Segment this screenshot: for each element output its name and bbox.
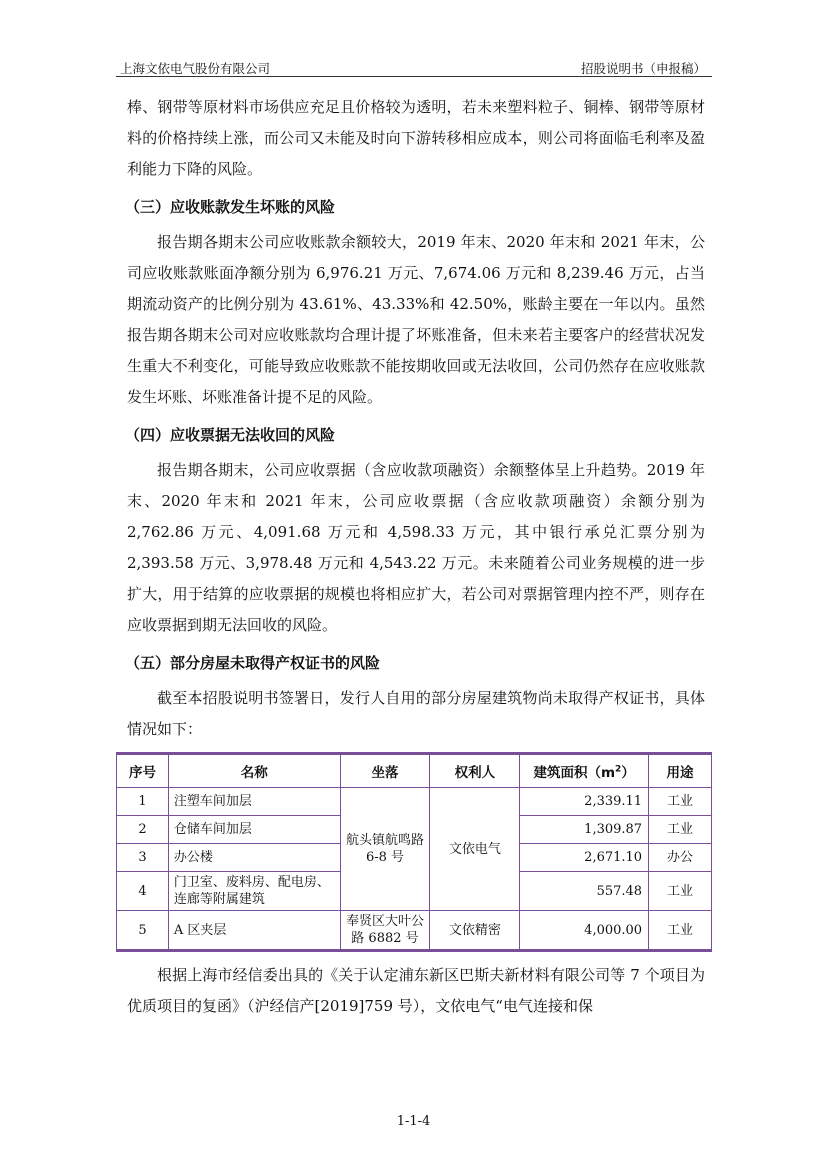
table-row: 2 仓储车间加层 1,309.87 工业 (117, 816, 712, 844)
page-number: 1-1-4 (396, 1114, 431, 1129)
section-5-body: 截至本招股说明书签署日，发行人自用的部分房屋建筑物尚未取得产权证书，具体情况如下： (127, 689, 705, 738)
intro-paragraph: 棒、钢带等原材料市场供应充足且价格较为透明，若未来塑料粒子、铜棒、钢带等原材料的价格持续上涨，而公司又未能及时向下游转移相应成本，则公司将面临毛利率及盈利能力下降的风险。 (127, 98, 705, 178)
page-header (116, 56, 712, 77)
th-location: 坐落 (340, 754, 430, 788)
section-4-body: 报告期各期末，公司应收票据（含应收款项融资）余额整体呈上升趋势。2019 年末、2020 年末和 2021 年末，公司应收票据（含应收款项融资）余额分别为 2,762.86 万元、4,091.68 万元和 4,598.33 万元，其中银行承兑汇票分别为 2,393.58 万元、3,978.48 万元和 4,543.22 万元。未来随着公司业务规模的进一步扩大，用于结算的应收票据的规模也将相应扩大，若公司对票据管理内控不严，则存在应收票据到期无法回收的风险。 (127, 461, 705, 634)
table-row: 5 A 区夹层 奉贤区大叶公路 6882 号 文依精密 4,000.00 工业 (117, 911, 712, 951)
header-company: 上海文依电气股份有限公司 (120, 61, 271, 76)
header-doc-type: 招股说明书（申报稿） (580, 61, 706, 76)
table-header-row (117, 754, 712, 788)
table-row: 1 注塑车间加层 航头镇航鸣路 6-8 号 文依电气 2,339.11 工业 (117, 788, 712, 816)
section-4-title: （四）应收票据无法收回的风险 (125, 426, 336, 444)
th-no: 序号 (117, 754, 169, 788)
merged-location: 航头镇航鸣路 6-8 号 (340, 788, 430, 911)
table-row: 4 门卫室、废料房、配电房、连廊等附属建筑 557.48 工业 (117, 872, 712, 911)
th-area: 建筑面积$(m^2)$ (520, 754, 649, 788)
th-name: 名称 (168, 754, 340, 788)
section-3-body: 报告期各期末公司应收账款余额较大，2019 年末、2020 年末和 2021 年末，公司应收账款账面净额分别为 6,976.21 万元、7,674.06 万元和 8,239.46 万元，占当期流动资产的比例分别为 43.61%、43.33%和 42.50%，账龄主要在一年以内。虽然报告期各期末公司对应收账款均合理计提了坏账准备，但未来若主要客户的经营状况发生重大不利变化，可能导致应收账款不能按期收回或无法收回，公司仍然存在应收账款发生坏账、坏账准备计提不足的风险。 (127, 233, 705, 406)
th-use: 用途 (649, 754, 712, 788)
page-content (127, 92, 705, 1022)
closing-paragraph: 根据上海市经信委出具的《关于认定浦东新区巴斯夫新材料有限公司等 7 个项目为优质项目的复函》（沪经信产[2019]759 号），文依电气“电气连接和保 (127, 966, 705, 1015)
section-3-title: （三）应收账款发生坏账的风险 (125, 198, 336, 216)
table-row: 3 办公楼 2,671.10 办公 (117, 844, 712, 872)
section-5-title: （五）部分房屋未取得产权证书的风险 (125, 654, 381, 672)
property-table (116, 752, 712, 952)
merged-owner: 文依电气 (430, 788, 520, 911)
th-owner: 权利人 (430, 754, 520, 788)
